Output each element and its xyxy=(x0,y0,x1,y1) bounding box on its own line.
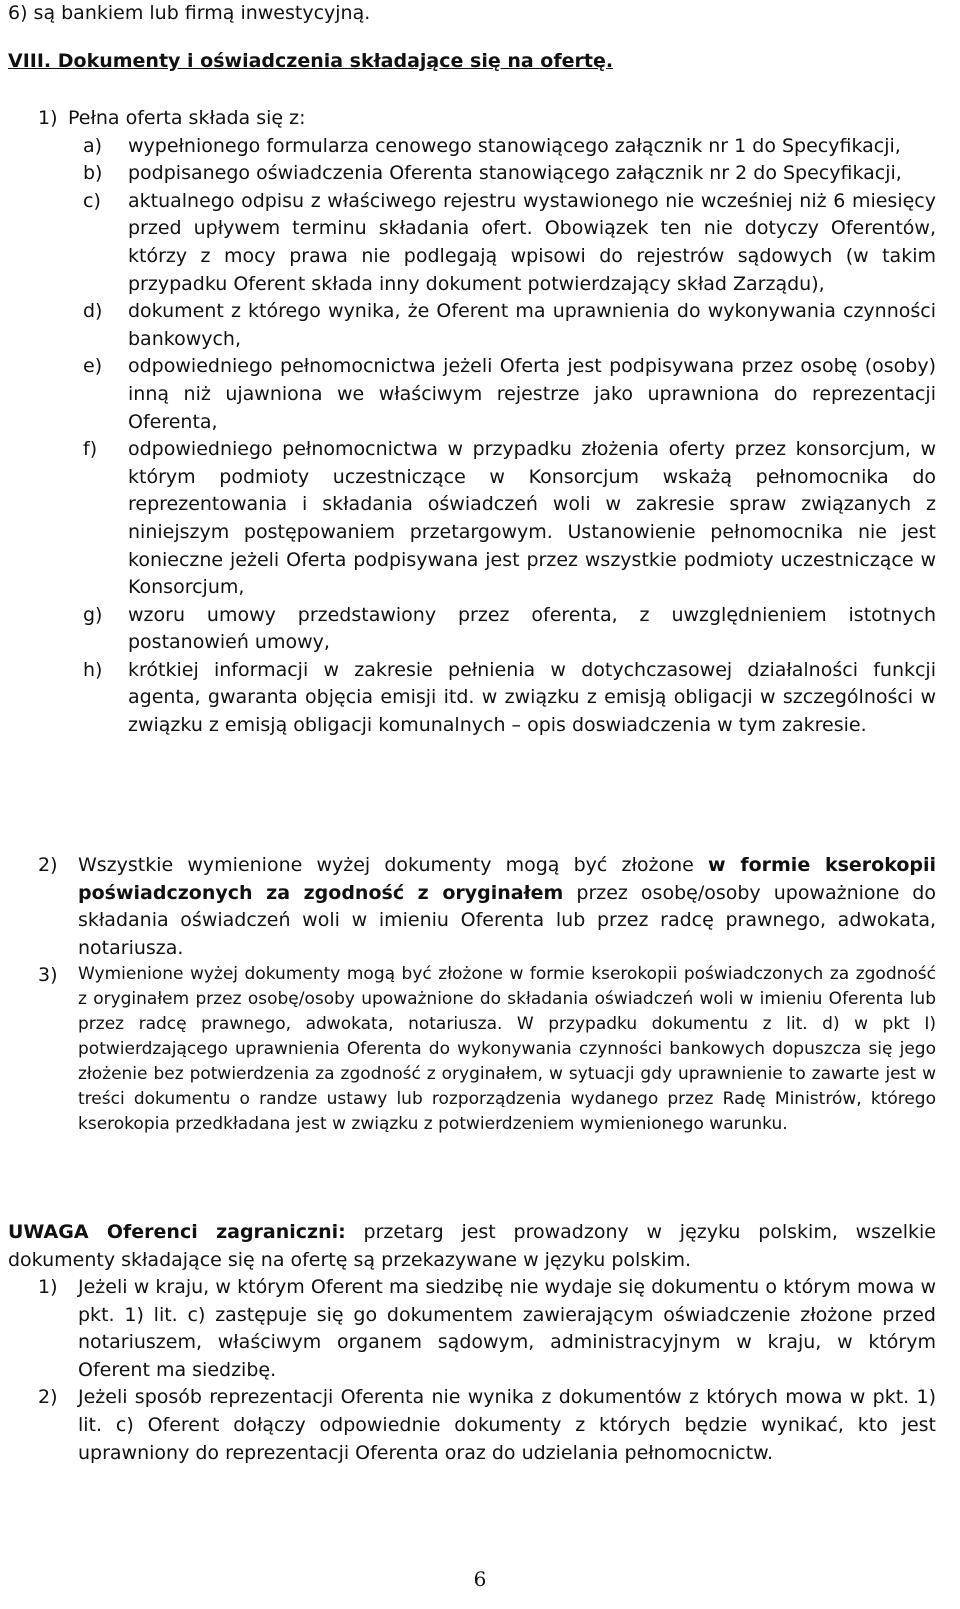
sub-item xyxy=(83,602,936,657)
sub-item-letter: f) xyxy=(83,438,98,461)
sub-item-text: wypełnionego formularza cenowego stanowiącego załącznik nr 1 do Specyfikacji, xyxy=(128,134,901,157)
foreign-item-text: Jeżeli sposób reprezentacji Oferenta nie wynika z dokumentów z których mowa w pkt. 1) lit. c) Oferent dołączy odpowiednie dokumenty z których będzie wynikać, kto jest uprawniony do reprezentacji Oferenta oraz do udzielania pełnomocnictw. xyxy=(78,1386,936,1464)
sub-item-letter: g) xyxy=(83,603,103,626)
item-2 xyxy=(38,852,936,962)
foreign-item-text: Jeżeli w kraju, w którym Oferent ma siedzibę nie wydaje się dokumentu o którym mowa w pkt. 1) lit. c) zastępuje się go dokumentem zawierającym oświadczenie złożone przed notariuszem, właściwym organem sądowym, administracyjnym w kraju, w którym Oferent ma siedzibę. xyxy=(78,1276,936,1381)
sub-item-text: odpowiedniego pełnomocnictwa jeżeli Oferta jest podpisywana przez osobę (osoby) inną niż ujawniona we właściwym rejestrze jako uprawniona do reprezentacji Oferenta, xyxy=(128,355,936,433)
foreign-item xyxy=(38,1274,936,1384)
sub-item xyxy=(83,160,936,188)
item-2-text-after: przez osobę/osoby upoważnione do składania oświadczeń woli w imieniu Oferenta lub przez radcę prawnego, adwokata, notariusza. xyxy=(78,881,936,959)
sub-item-text: wzoru umowy przedstawiony przez oferenta, z uwzględnieniem istotnych postanowień umowy, xyxy=(128,603,936,654)
sub-item-letter: a) xyxy=(83,134,103,157)
sub-item xyxy=(83,353,936,436)
sub-item-text: odpowiedniego pełnomocnictwa w przypadku złożenia oferty przez konsorcjum, w którym podmioty uczestniczące w Konsorcjum wskażą pełnomocnika do reprezentowania i składania oświadczeń woli w zakresie spraw związanych z niniejszym postępowaniem przetargowym. Ustanowienie pełnomocnika nie jest konieczne jeżeli Oferta podpisywana jest przez wszystkie podmioty uczestniczące w Konsorcjum, xyxy=(128,438,936,599)
sub-item-letter: h) xyxy=(83,658,103,681)
section-title: VIII. Dokumenty i oświadczenia składające się na ofertę. xyxy=(8,50,614,72)
item-3 xyxy=(38,962,936,1137)
sub-item-letter: b) xyxy=(83,162,103,185)
sub-list xyxy=(83,133,936,740)
item-2-text-bold: w formie kserokopii poświadczonych za zgodność z oryginałem xyxy=(78,854,937,904)
item-1-number: 1) xyxy=(38,107,58,129)
item-1 xyxy=(38,105,936,740)
sub-item-text: dokument z którego wynika, że Oferent ma uprawnienia do wykonywania czynności bankowych, xyxy=(128,300,936,350)
uwaga-label: UWAGA Oferenci zagraniczni: xyxy=(8,1221,346,1243)
uwaga-text: przetarg jest prowadzony w języku polskim, wszelkie dokumenty składające się na ofertę są przekazywane w języku polskim. xyxy=(8,1221,936,1271)
foreign-item-number: 2) xyxy=(38,1386,58,1409)
sub-item xyxy=(83,657,936,740)
sub-item xyxy=(83,436,936,602)
item-2-number: 2) xyxy=(38,854,58,876)
item-2-text xyxy=(78,852,936,962)
sub-item-letter: e) xyxy=(83,355,103,378)
sub-item-text: aktualnego odpisu z właściwego rejestru wystawionego nie wcześniej niż 6 miesięcy przed upływem terminu składania ofert. Obowiązek ten nie dotyczy Oferentów, którzy z mocy prawa nie podlegają wpisowi do rejestrów sądowych (w takim przypadku Oferent składa inny dokument potwierdzający skład Zarządu), xyxy=(128,189,936,295)
foreign-item-number: 1) xyxy=(38,1276,58,1298)
sub-item-text: podpisanego oświadczenia Oferenta stanowiącego załącznik nr 2 do Specyfikacji, xyxy=(128,162,902,185)
sub-item-letter: d) xyxy=(83,300,103,323)
foreign-list xyxy=(38,1274,936,1467)
sub-item xyxy=(83,298,936,353)
sub-item-text: krótkiej informacji w zakresie pełnienia w dotychczasowej działalności funkcji agenta, gwaranta objęcia emisji itd. w związku z emisją obligacji w szczególności w związku z emisją obligacji komunalnych – opis doswiadczenia w tym zakresie. xyxy=(128,658,936,737)
item-3-text: Wymienione wyżej dokumenty mogą być złożone w formie kserokopii poświadczonych za zgodność z oryginałem przez osobę/osoby upoważnione do składania oświadczeń woli w imieniu Oferenta lub przez radcę prawnego, adwokata, notariusza. W przypadku dokumentu z lit. d) w pkt I) potwierdzającego uprawnienia Oferenta do wykonywania czynności bankowych dopuszcza się jego złożenie bez potwierdzenia za zgodność z oryginałem, w sytuacji gdy uprawnienie to zawarte jest w treści dokumentu o randze ustawy lub rozporządzenia wydanego przez Radę Ministrów, którego kserokopia przedkładana jest w związku z potwierdzeniem wymienionego warunku. xyxy=(78,964,936,1134)
foreign-item xyxy=(38,1384,936,1467)
sub-item-letter: c) xyxy=(83,189,101,212)
uwaga-paragraph xyxy=(8,1219,936,1274)
item-1-intro: Pełna oferta składa się z: xyxy=(68,107,306,129)
item-3-number: 3) xyxy=(38,964,58,986)
item-2-text-before: Wszystkie wymienione wyżej dokumenty mogą być złożone xyxy=(78,854,694,876)
sub-item xyxy=(83,133,936,161)
top-line: 6) są bankiem lub firmą inwestycyjną. xyxy=(8,2,371,24)
sub-item xyxy=(83,188,936,298)
page-number: 6 xyxy=(473,1567,487,1591)
